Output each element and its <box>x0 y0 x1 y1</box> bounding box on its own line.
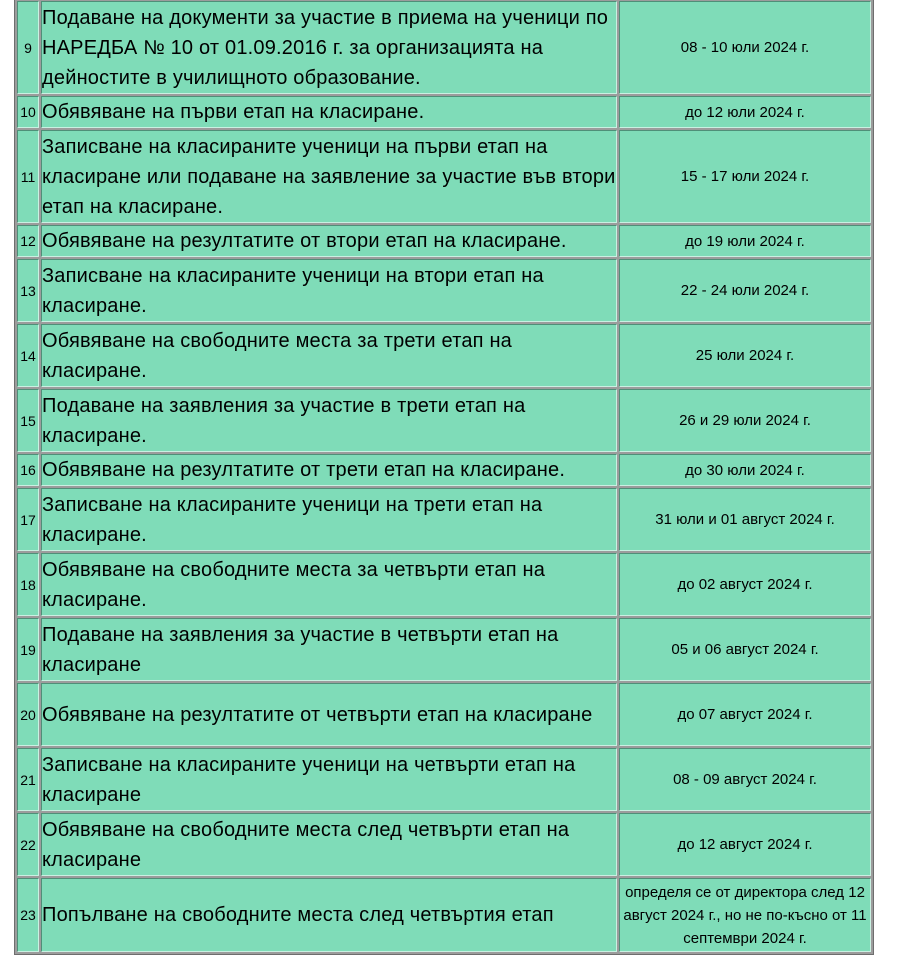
row-task: Подаване на заявления за участие в трети етап на класиране. <box>41 389 617 452</box>
row-date: до 02 август 2024 г. <box>619 553 871 616</box>
row-number: 21 <box>17 748 39 811</box>
table-row <box>17 1 871 94</box>
row-number: 9 <box>17 1 39 94</box>
row-date: 08 - 09 август 2024 г. <box>619 748 871 811</box>
row-date: 25 юли 2024 г. <box>619 324 871 387</box>
row-number: 12 <box>17 225 39 257</box>
row-number: 18 <box>17 553 39 616</box>
row-date: 22 - 24 юли 2024 г. <box>619 259 871 322</box>
row-number: 11 <box>17 130 39 223</box>
row-task: Подаване на заявления за участие в четвърти етап на класиране <box>41 618 617 681</box>
table-row <box>17 389 871 452</box>
row-date: 05 и 06 август 2024 г. <box>619 618 871 681</box>
row-date: 26 и 29 юли 2024 г. <box>619 389 871 452</box>
row-task: Обявяване на първи етап на класиране. <box>41 96 617 128</box>
row-date: 08 - 10 юли 2024 г. <box>619 1 871 94</box>
row-task: Записване на класираните ученици на четвърти етап на класиране <box>41 748 617 811</box>
row-number: 19 <box>17 618 39 681</box>
row-date: до 07 август 2024 г. <box>619 683 871 746</box>
row-number: 10 <box>17 96 39 128</box>
table-row <box>17 553 871 616</box>
row-number: 16 <box>17 454 39 486</box>
row-task: Записване на класираните ученици на втори етап на класиране. <box>41 259 617 322</box>
row-number: 14 <box>17 324 39 387</box>
row-task: Обявяване на свободните места за четвърти етап на класиране. <box>41 553 617 616</box>
table-row <box>17 259 871 322</box>
table-row <box>17 878 871 952</box>
row-task: Обявяване на свободните места за трети етап на класиране. <box>41 324 617 387</box>
row-date: до 12 юли 2024 г. <box>619 96 871 128</box>
table-row <box>17 454 871 486</box>
row-task: Записване на класираните ученици на първи етап на класиране или подаване на заявление за участие във втори етап на класиране. <box>41 130 617 223</box>
row-number: 13 <box>17 259 39 322</box>
row-task: Обявяване на резултатите от четвърти етап на класиране <box>41 683 617 746</box>
row-number: 23 <box>17 878 39 952</box>
table-row <box>17 225 871 257</box>
table-row <box>17 130 871 223</box>
row-task: Записване на класираните ученици на трети етап на класиране. <box>41 488 617 551</box>
row-date: до 19 юли 2024 г. <box>619 225 871 257</box>
table-row <box>17 813 871 876</box>
row-task: Обявяване на свободните места след четвърти етап на класиране <box>41 813 617 876</box>
admission-schedule-table <box>14 0 874 955</box>
row-number: 17 <box>17 488 39 551</box>
row-number: 22 <box>17 813 39 876</box>
table-row <box>17 683 871 746</box>
row-number: 15 <box>17 389 39 452</box>
row-date: до 30 юли 2024 г. <box>619 454 871 486</box>
schedule-container <box>14 0 874 955</box>
table-row <box>17 324 871 387</box>
row-date: определя се от директора след 12 август 2024 г., но не по-късно от 11 септември 2024 г. <box>619 878 871 952</box>
row-date: до 12 август 2024 г. <box>619 813 871 876</box>
table-row <box>17 748 871 811</box>
row-task: Обявяване на резултатите от трети етап на класиране. <box>41 454 617 486</box>
table-row <box>17 96 871 128</box>
table-row <box>17 618 871 681</box>
row-task: Подаване на документи за участие в приема на ученици по НАРЕДБА № 10 от 01.09.2016 г. за организацията на дейностите в училищното образование. <box>41 1 617 94</box>
table-row <box>17 488 871 551</box>
row-task: Обявяване на резултатите от втори етап на класиране. <box>41 225 617 257</box>
row-date: 31 юли и 01 август 2024 г. <box>619 488 871 551</box>
row-task: Попълване на свободните места след четвъртия етап <box>41 878 617 952</box>
row-date: 15 - 17 юли 2024 г. <box>619 130 871 223</box>
row-number: 20 <box>17 683 39 746</box>
